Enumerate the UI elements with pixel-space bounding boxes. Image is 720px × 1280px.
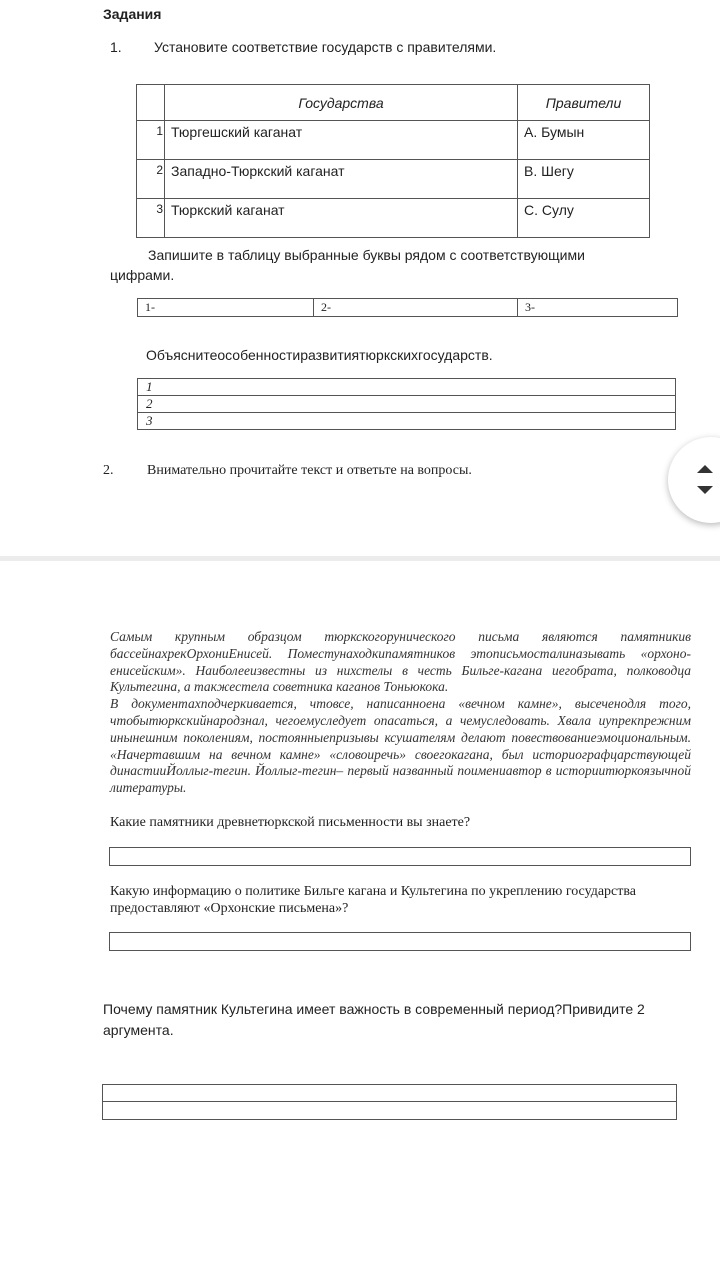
question-3: Почему памятник Культегина имеет важность в современный период?Привидите 2 аргумента. xyxy=(103,1001,645,1038)
page-divider xyxy=(0,556,720,561)
table-row xyxy=(137,121,650,160)
matching-table-corner xyxy=(137,85,165,121)
answer-box-2[interactable] xyxy=(109,932,691,951)
explain-row-1[interactable]: 1 xyxy=(138,379,676,396)
answer-box-1[interactable] xyxy=(109,847,691,866)
task1-number: 1. xyxy=(110,39,122,55)
passage-paragraph-1: Самым крупным образцом тюркскогорунического письма являются памятникив бассейнахрекОрхониЕнисей. Поместунаходкипамятников этописьмосталиназывать «орхоно-енисейским». Наиболееизвестны из нихстелы в честь Бильге-кагана иегобрата, полководца Культегина, а такжестела советника каганов Тоньюкока. xyxy=(110,629,691,695)
state-cell: Тюркский каганат xyxy=(165,199,518,238)
task1-prompt: Установите соответствие государств с правителями. xyxy=(154,39,497,55)
col-header-states: Государства xyxy=(165,85,518,121)
table-row xyxy=(137,199,650,238)
explain-row-2[interactable]: 2 xyxy=(138,396,676,413)
page-scroll-button[interactable] xyxy=(668,437,720,523)
page-heading: Задания xyxy=(103,6,162,22)
ruler-cell: B. Шегу xyxy=(518,160,650,199)
matching-table xyxy=(136,84,650,238)
task2-number: 2. xyxy=(103,463,114,478)
answer-box-3 xyxy=(102,1084,677,1120)
chevron-up-icon[interactable] xyxy=(697,465,713,473)
answer-cell-1[interactable]: 1- xyxy=(138,299,314,317)
row-number: 2 xyxy=(137,160,165,199)
reading-passage xyxy=(110,629,691,797)
instruction-text: Запишите в таблицу выбранные буквы рядом с соответствующими xyxy=(148,247,585,263)
ruler-cell: C. Сулу xyxy=(518,199,650,238)
explain-prompt: Объяснитеособенностиразвитиятюркскихгосударств. xyxy=(146,347,493,363)
answer-cell-3[interactable]: 3- xyxy=(518,299,678,317)
col-header-rulers: Правители xyxy=(518,85,650,121)
explain-table xyxy=(137,378,676,430)
ruler-cell: A. Бумын xyxy=(518,121,650,160)
answer-cell-2[interactable]: 2- xyxy=(314,299,518,317)
answer-box-3-row-2[interactable] xyxy=(103,1102,676,1119)
chevron-down-icon[interactable] xyxy=(697,486,713,494)
passage-paragraph-2: В документахподчеркивается, чтовсе, написанноена «вечном камне», высеченодля того, чтобытюркскийнародзнал, чегоемуследует опасаться, а чемуследовать. Хвала иупрекпрежним инынешним поколениям, постоянныепризывы ксушателям делают повествованиеэмоциональным. «Начертавшим на вечном камне» «словоиречь» своегокагана, был историографцарствующей династииЙоллыг-тегин. Йоллыг-тегин– первый названный поимениавтор в историитюркоязычной литературы. xyxy=(110,696,691,796)
question-1: Какие памятники древнетюркской письменности вы знаете? xyxy=(110,815,471,830)
task2-prompt: Внимательно прочитайте текст и ответьте на вопросы. xyxy=(147,463,472,478)
row-number: 3 xyxy=(137,199,165,238)
question-2: Какую информацию о политике Бильге кагана и Культегина по укреплению государства предоставляют «Орхонские письмена»? xyxy=(110,884,637,916)
explain-row-3[interactable]: 3 xyxy=(138,413,676,430)
answer-table xyxy=(137,298,678,317)
instruction-text-continued: цифрами. xyxy=(110,267,175,283)
row-number: 1 xyxy=(137,121,165,160)
state-cell: Тюргешский каганат xyxy=(165,121,518,160)
table-row xyxy=(137,160,650,199)
state-cell: Западно-Тюркский каганат xyxy=(165,160,518,199)
answer-box-3-row-1[interactable] xyxy=(103,1085,676,1102)
